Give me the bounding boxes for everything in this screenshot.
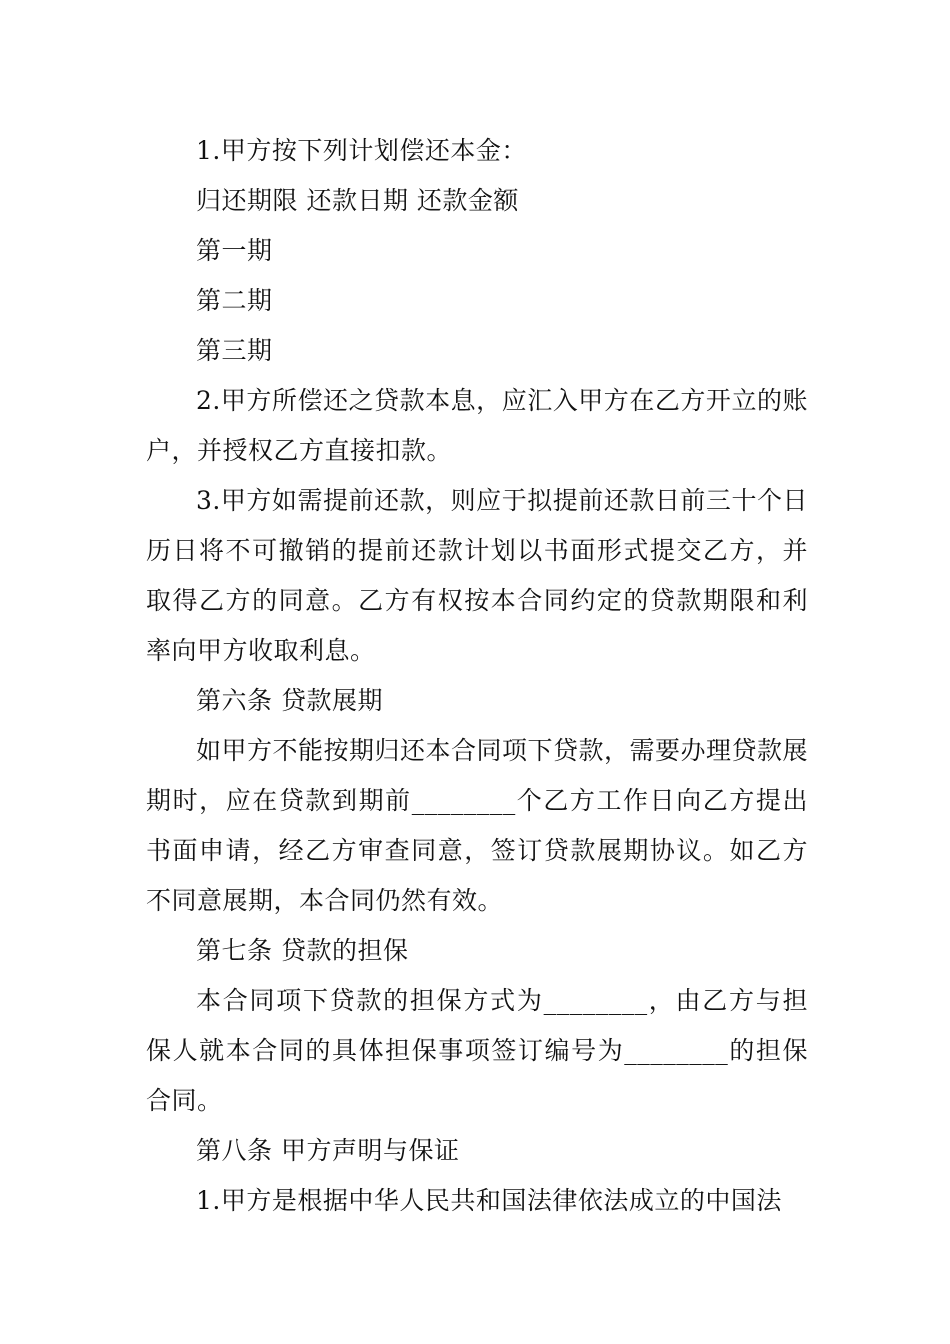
article-six-heading: 第六条 贷款展期 [196, 686, 383, 715]
repayment-period-third: 第三期 [196, 336, 273, 365]
party-a-declaration-clause: 1.甲方是根据中华人民共和国法律依法成立的中国法 [196, 1186, 782, 1215]
repayment-table-header: 归还期限 还款日期 还款金额 [196, 186, 519, 215]
repayment-period-first: 第一期 [196, 236, 273, 265]
repayment-period-second: 第二期 [196, 286, 273, 315]
loan-guarantee-clause: 本合同项下贷款的担保方式为________，由乙方与担保人就本合同的具体担保事项签订编号为________的担保合同。 [146, 986, 808, 1115]
loan-extension-clause: 如甲方不能按期归还本合同项下贷款，需要办理贷款展期时，应在贷款到期前________个乙方工作日向乙方提出书面申请，经乙方审查同意，签订贷款展期协议。如乙方不同意展期，本合同仍然有效。 [146, 736, 809, 915]
repayment-plan-clause: 1.甲方按下列计划偿还本金： [196, 136, 527, 165]
document-body [146, 126, 808, 1226]
repayment-account-clause: 2.甲方所偿还之贷款本息，应汇入甲方在乙方开立的账户，并授权乙方直接扣款。 [146, 386, 808, 465]
article-eight-heading: 第八条 甲方声明与保证 [196, 1136, 460, 1165]
early-repayment-clause: 3.甲方如需提前还款，则应于拟提前还款日前三十个日历日将不可撤销的提前还款计划以书面形式提交乙方，并取得乙方的同意。乙方有权按本合同约定的贷款期限和利率向甲方收取利息。 [146, 486, 808, 665]
article-seven-heading: 第七条 贷款的担保 [196, 936, 409, 965]
